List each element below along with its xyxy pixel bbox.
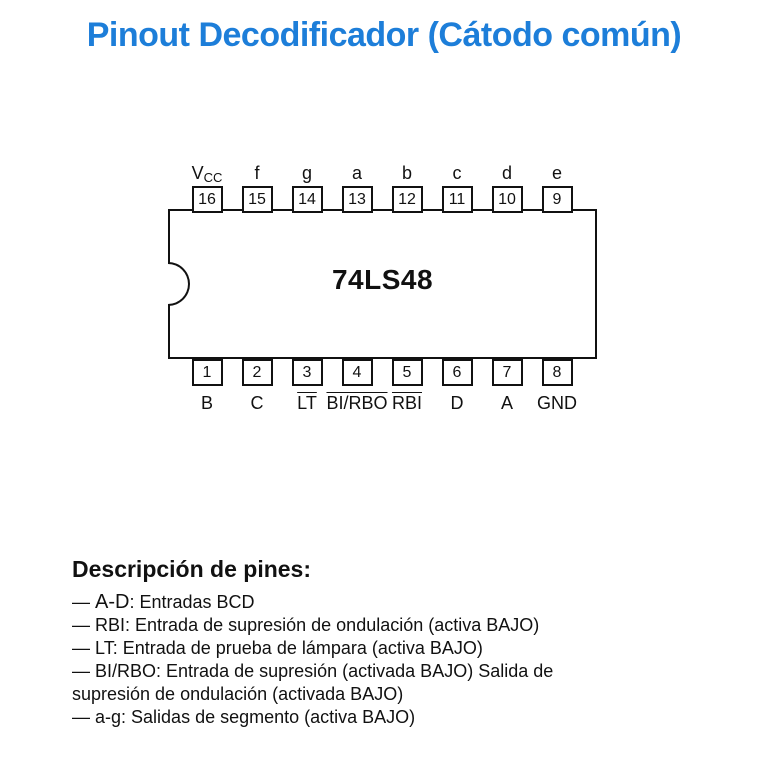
pin-description-item	[72, 614, 672, 637]
pin-6-label: D	[450, 393, 464, 413]
pin-7-number: 7	[502, 363, 512, 381]
pin-name: LT	[95, 638, 113, 658]
pin-15-box	[242, 186, 273, 213]
pin-3-box	[292, 359, 323, 386]
pin-3-label: $\overline{LT}$	[297, 393, 317, 413]
pin-2-box	[242, 359, 273, 386]
pin-8	[522, 359, 592, 413]
pin-11-box	[442, 186, 473, 213]
pin-12-box	[392, 186, 423, 213]
pin-10-label: d	[501, 163, 512, 183]
pin-desc-text: : Entrada de supresión (activada BAJO) Salida de supresión de ondulación (activada BAJO)	[72, 661, 554, 704]
pin-13-box	[342, 186, 373, 213]
pin-8-number: 8	[552, 363, 562, 381]
pin-12-label: b	[401, 163, 412, 183]
pin-11-label: c	[452, 163, 462, 183]
pin-13-label: a	[351, 163, 362, 183]
pin-15-label: f	[254, 163, 260, 183]
pin-name: BI/RBO	[95, 661, 157, 681]
pin-9	[522, 155, 592, 213]
pin-desc-text: : Entrada de supresión de ondulación (activa BAJO)	[125, 615, 540, 635]
pin-name: RBI	[95, 615, 126, 635]
pin-7-label: A	[500, 393, 513, 413]
pin-description-item	[72, 637, 672, 660]
pin-4-box	[342, 359, 373, 386]
pin-16-label: V CC	[191, 163, 223, 185]
pin-1-box	[192, 359, 223, 386]
pin-7-box	[492, 359, 523, 386]
pin-8-box	[542, 359, 573, 386]
dash: —	[72, 661, 96, 681]
pin-desc-text: : Entrada de prueba de lámpara (activa BAJO)	[112, 638, 483, 658]
pin-16-number: 16	[198, 190, 216, 208]
dash: —	[72, 615, 96, 635]
pin-description-item	[72, 706, 672, 729]
pin-description-item	[72, 660, 672, 706]
pin-9-number: 9	[552, 190, 562, 208]
pin-desc-text: : Salidas de segmento (activa BAJO)	[121, 707, 416, 727]
pin-5-label: $\overline{RBI}$	[391, 393, 422, 413]
dash: —	[72, 707, 96, 727]
pin-14-number: 14	[298, 190, 316, 208]
pin-description-item	[72, 591, 672, 614]
pin-14-box	[292, 186, 323, 213]
dash: —	[72, 638, 96, 658]
pin-14-label: g	[301, 163, 312, 183]
dash: —	[72, 592, 96, 612]
pin-10-number: 10	[498, 190, 516, 208]
pin-1-number: 1	[202, 363, 212, 381]
pin-11-number: 11	[448, 190, 466, 208]
pin-9-label: e	[551, 163, 562, 183]
pin-4-label: BI/RBO	[326, 393, 388, 413]
pin-5-box	[392, 359, 423, 386]
pin-4-number: 4	[352, 363, 362, 381]
description-list	[72, 591, 672, 729]
pin-8-label: GND	[537, 393, 577, 413]
pin-10-box	[492, 186, 523, 213]
pin-5-number: 5	[402, 363, 412, 381]
pin-6-box	[442, 359, 473, 386]
pin-2-number: 2	[252, 363, 262, 381]
pin-2-label: C	[250, 393, 264, 413]
pin-name: a-g	[95, 707, 122, 727]
page-title: Pinout Decodificador (Cátodo común)	[86, 16, 682, 54]
pin-description-section	[72, 556, 672, 729]
pin-1-label: B	[200, 393, 213, 413]
pin-3-number: 3	[302, 363, 312, 381]
pin-6-number: 6	[452, 363, 462, 381]
chip-name: 74LS48	[331, 264, 434, 295]
pin-13-number: 13	[348, 190, 366, 208]
chip-body	[168, 209, 597, 359]
pin-9-box	[542, 186, 573, 213]
pin-15-number: 15	[248, 190, 266, 208]
pin-desc-text: : Entradas BCD	[129, 592, 255, 612]
pin-name: A-D	[95, 591, 130, 613]
pin-12-number: 12	[398, 190, 416, 208]
pin-16-box	[192, 186, 223, 213]
description-heading: Descripción de pines:	[72, 556, 312, 582]
